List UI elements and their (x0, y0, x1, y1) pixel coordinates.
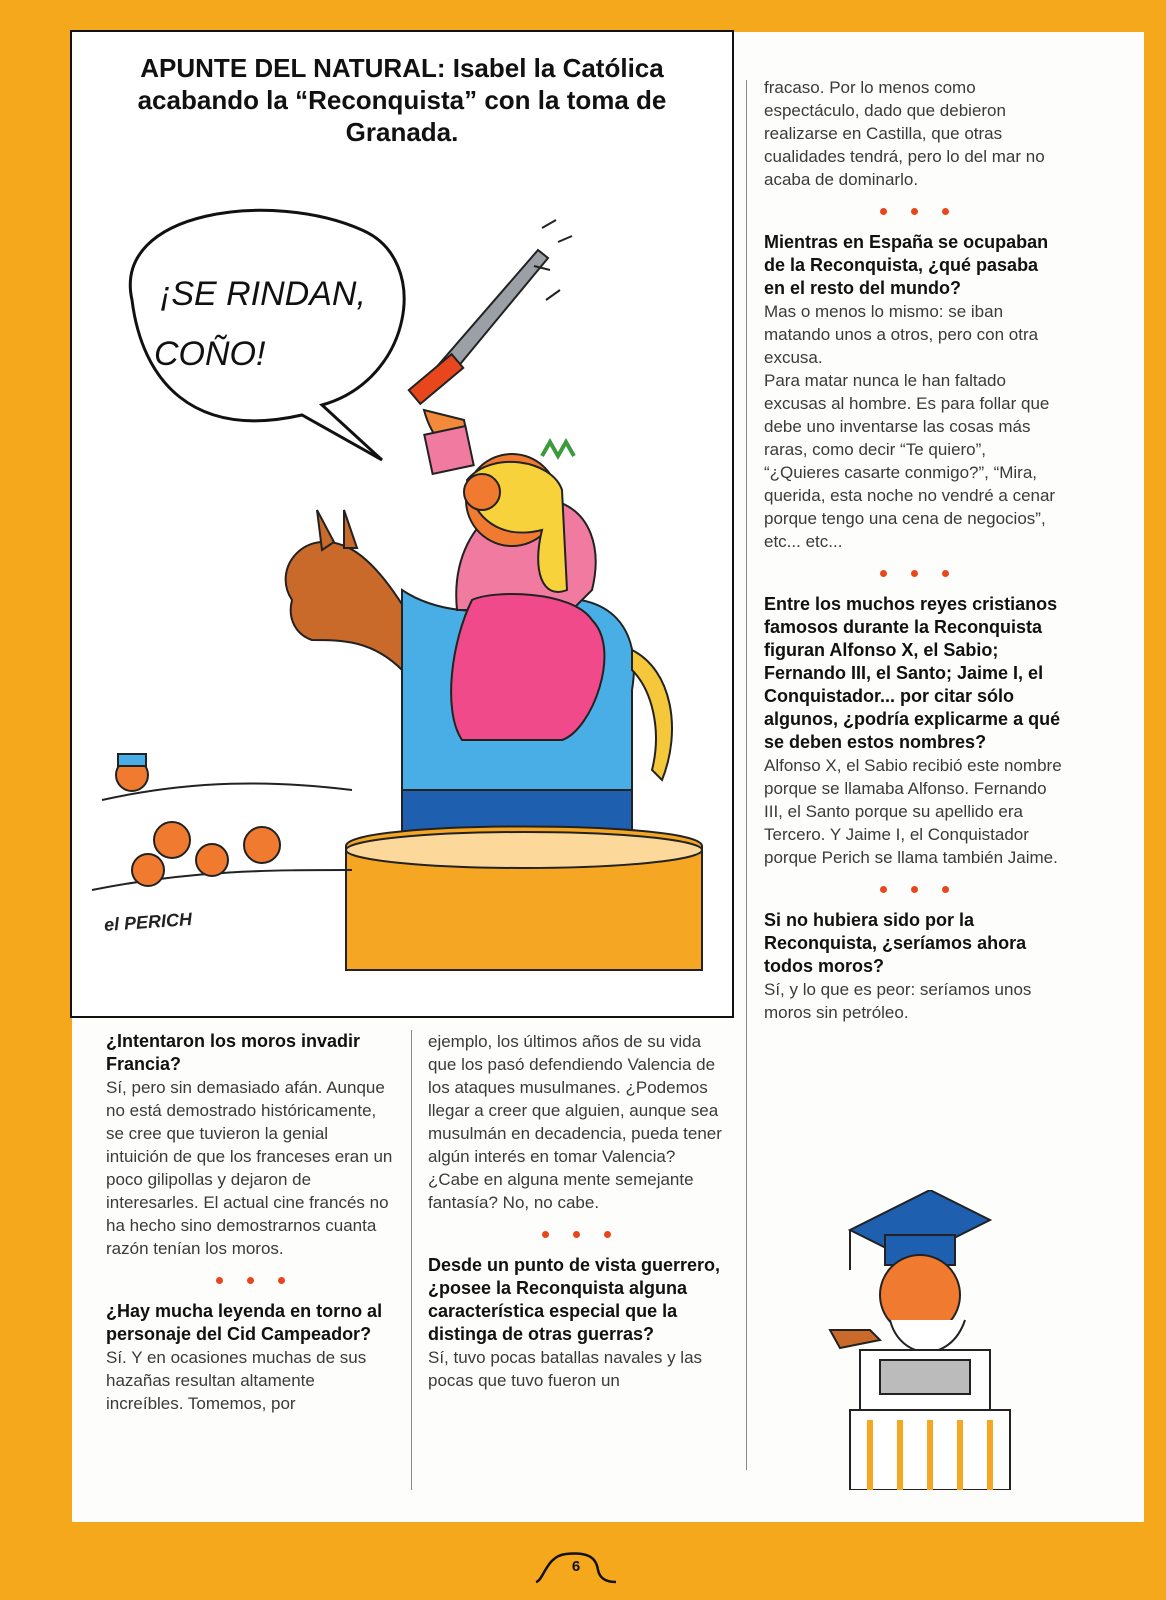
sword-icon (409, 220, 572, 404)
cartoon-illustration (72, 170, 732, 1016)
speech-line-1: ¡SE RINDAN, (160, 275, 366, 313)
answer-text: Sí, tuvo pocas batallas navales y las pocas que tuvo fueron un (428, 1348, 703, 1390)
speech-line-2: COÑO! (154, 335, 266, 373)
question-heading: ¿Hay mucha leyenda en torno al personaje del Cid Campeador? (106, 1301, 383, 1344)
answer-text: fracaso. Por lo menos como espectáculo, dado que debieron realizarse en Castilla, que otras cualidades tendrá, pero lo del mar no acaba de dominarlo. (764, 78, 1045, 189)
separator-dots (764, 191, 1064, 231)
separator-dots (428, 1214, 724, 1254)
question-heading: Mientras en España se ocupaban de la Reconquista, ¿qué pasaba en el resto del mundo? (764, 232, 1049, 298)
question-heading: Entre los muchos reyes cristianos famosos durante la Reconquista figuran Alfonso X, el Sabio; Fernando III, el Santo; Jaime I, el Conquistador... por citar sólo algunos, ¿podría explicarme a qué se deben estos nombres? (764, 594, 1061, 752)
answer-text: Sí. Y en ocasiones muchas de sus hazañas resultan altamente increíbles. Tomemos, por (106, 1348, 367, 1413)
separator-dots (764, 869, 1064, 909)
question-heading: Si no hubiera sido por la Reconquista, ¿seríamos ahora todos moros? (764, 910, 1027, 976)
answer-text: ejemplo, los últimos años de su vida que los pasó defendiendo Valencia de los ataques musulmanes. ¿Podemos llegar a creer que alguien, aunque sea musulmán en decadencia, pueda tener algún interés en tomar Valencia? ¿Cabe en alguna mente semejante fantasía? No, no cabe. (428, 1032, 722, 1212)
left-column (106, 1030, 394, 1415)
question-heading: ¿Intentaron los moros invadir Francia? (106, 1031, 361, 1074)
separator-dots (764, 553, 1064, 593)
cartoon-signature: el PERICH (103, 908, 193, 936)
platform-illustration (346, 827, 702, 971)
queen-illustration (451, 442, 604, 740)
soldiers-illustration (92, 754, 352, 890)
right-column (764, 76, 1064, 1024)
cartoon-title: APUNTE DEL NATURAL: Isabel la Católica acabando la “Reconquista” con la toma de Granada. (137, 53, 667, 147)
question-heading: Desde un punto de vista guerrero, ¿posee la Reconquista alguna característica especial que la distinga de otras guerras? (428, 1255, 721, 1344)
answer-text: Sí, y lo que es peor: seríamos unos moros sin petróleo. (764, 980, 1032, 1022)
column-divider-middle (411, 1030, 412, 1490)
answer-text: Mas o menos lo mismo: se iban matando unos a otros, pero con otra excusa. (764, 302, 1039, 367)
answer-text: Para matar nunca le han faltado excusas al hombre. Es para follar que debe uno inventarse las cosas más raras, como decir “Te quiero”, “¿Quieres casarte conmigo?”, “Mira, querida, esta noche no vendré a cenar porque tengo una cena de negocios”, etc... etc... (764, 371, 1056, 551)
middle-column (428, 1030, 724, 1392)
professor-illustration (790, 1190, 1050, 1490)
page-number: 6 (571, 1558, 581, 1575)
column-divider-right (746, 80, 747, 1470)
answer-text: Alfonso X, el Sabio recibió este nombre porque se llamaba Alfonso. Fernando III, el Santo porque su apellido era Tercero. Y Jaime I, el Conquistador porque Perich se llama también Jaime. (764, 756, 1062, 867)
separator-dots (106, 1260, 394, 1300)
answer-text: Sí, pero sin demasiado afán. Aunque no está demostrado históricamente, se cree que tuvieron la genial intuición de que los franceses eran un poco gilipollas y dejaron de interesarles. El actual cine francés no ha hecho sino demostrarnos cuanta razón tenían los moros. (106, 1078, 393, 1258)
